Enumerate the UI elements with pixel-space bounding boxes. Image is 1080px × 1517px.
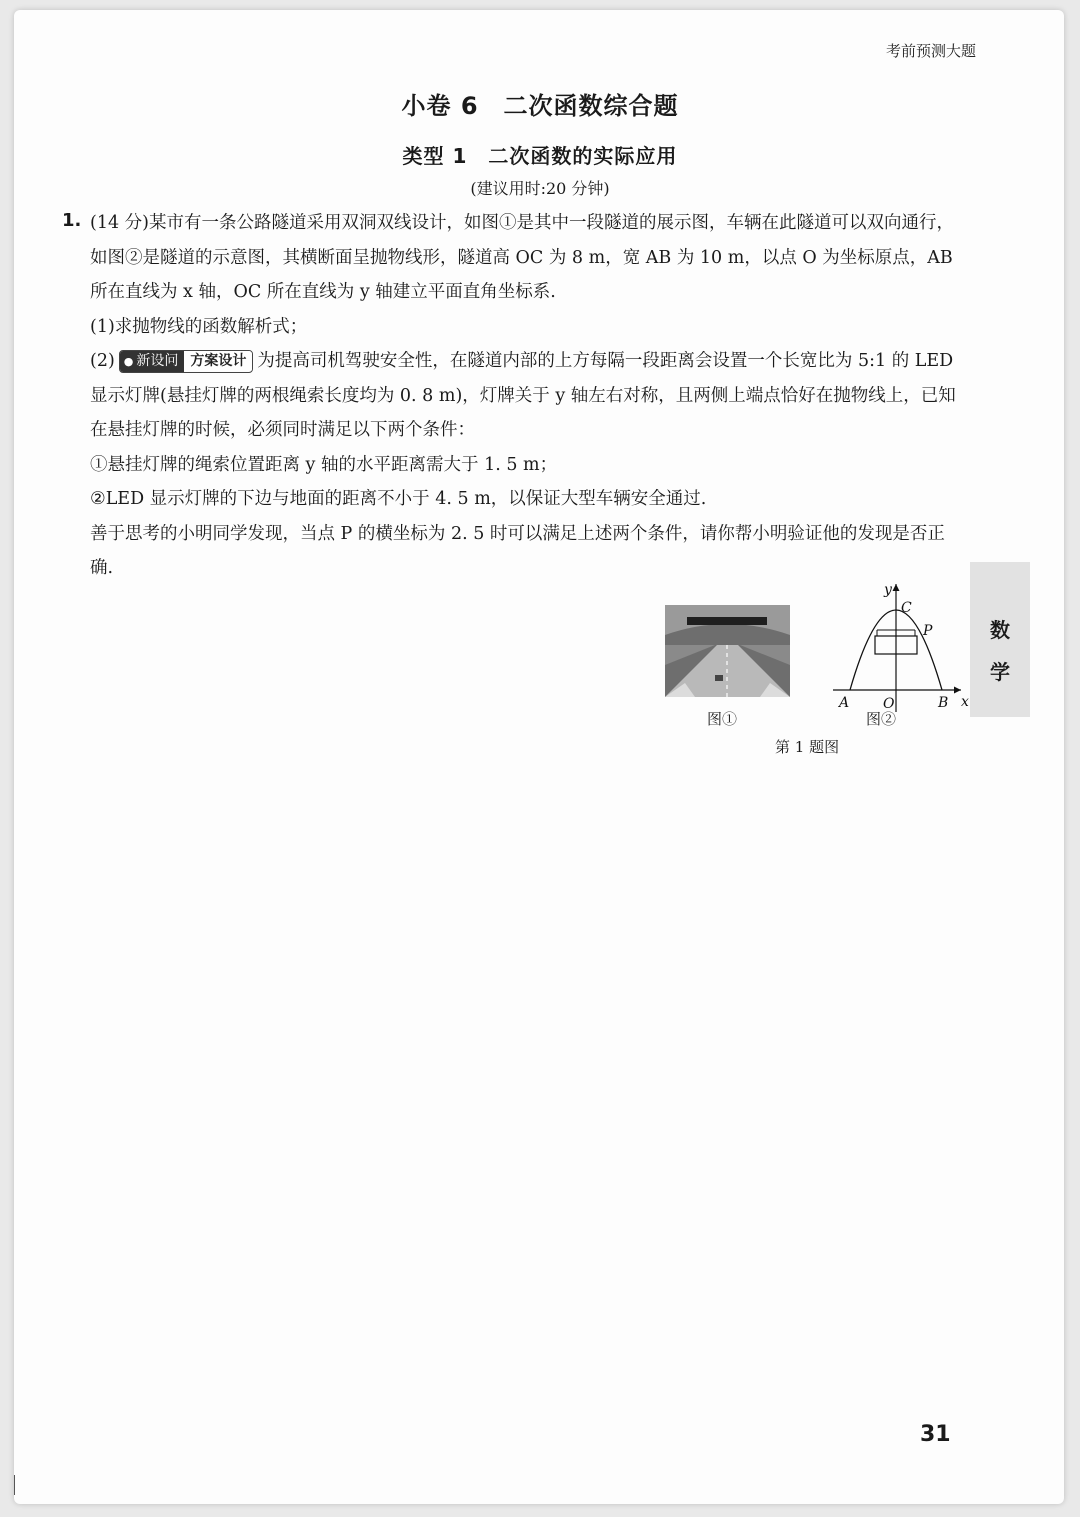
tunnel-photo-drawing [665,605,790,697]
condition-2: ②LED 显示灯牌的下边与地面的距离不小于 4. 5 m，以保证大型车辆安全通过. [90,489,707,509]
side-tab-char-1: 数 [990,618,1010,642]
x-axis-arrow-icon [954,687,961,694]
question-body [90,206,960,586]
question-badge [119,350,254,373]
y-axis-arrow-icon [893,584,900,591]
time-note: (建议用时:20 分钟) [470,179,610,198]
parabola-diagram [815,572,975,712]
condition-1: ①悬挂灯牌的绳索位置距离 y 轴的水平距离需大于 1. 5 m； [90,454,558,475]
badge-new-label: 新设问 [136,353,179,369]
part2-text: 为提高司机驾驶安全性，在隧道内部的上方每隔一段距离会设置一个长宽比为 5:1 的 LED 显示灯牌(悬挂灯牌的两根绳索长度均为 0. 8 m)，灯牌关于 y 轴左右对称，且两侧上端点恰好在抛物线上，已知在悬挂灯牌的时候，必须同时满足以下两个条件： [90,351,956,440]
part2-prefix: (2) [90,351,115,371]
lightbulb-icon: ● [123,355,134,368]
point-a-label: A [839,695,850,711]
side-tab-char-2: 学 [990,660,1010,684]
y-axis-label: y [884,582,892,598]
fig1-label: 图① [707,710,738,728]
point-c-label: C [901,600,912,616]
point-o-label: O [883,696,895,712]
figure-caption: 第 1 题图 [775,738,840,756]
page-title: 小卷 6 二次函数综合题 [401,92,679,120]
page-subtitle: 类型 1 二次函数的实际应用 [402,144,678,168]
question-number: 1. [62,210,82,231]
question-part1: (1)求抛物线的函数解析式； [90,316,308,337]
x-axis-label: x [961,694,969,710]
subject-side-tab [970,562,1030,717]
point-p-label: P [923,623,933,639]
margin-mark [14,1475,15,1495]
question-part2 [90,344,960,448]
fig2-label: 图② [866,710,897,728]
tunnel-photo [665,605,790,697]
page-number: 31 [920,1422,951,1447]
question-closing: 善于思考的小明同学发现，当点 P 的横坐标为 2. 5 时可以满足上述两个条件，请你帮小明验证他的发现是否正确. [90,523,945,578]
header-section-label: 考前预测大题 [885,42,976,60]
badge-type-label: 方案设计 [184,351,252,371]
point-b-label: B [938,695,949,711]
question-intro: (14 分)某市有一条公路隧道采用双洞双线设计，如图①是其中一段隧道的展示图，车辆在此隧道可以双向通行，如图②是隧道的示意图，其横断面呈抛物线形，隧道高 OC 为 8 m，宽 AB 为 10 m，以点 O 为坐标原点，AB 所在直线为 x 轴，OC 所在直线为 y 轴建立平面直角坐标系. [90,213,954,302]
